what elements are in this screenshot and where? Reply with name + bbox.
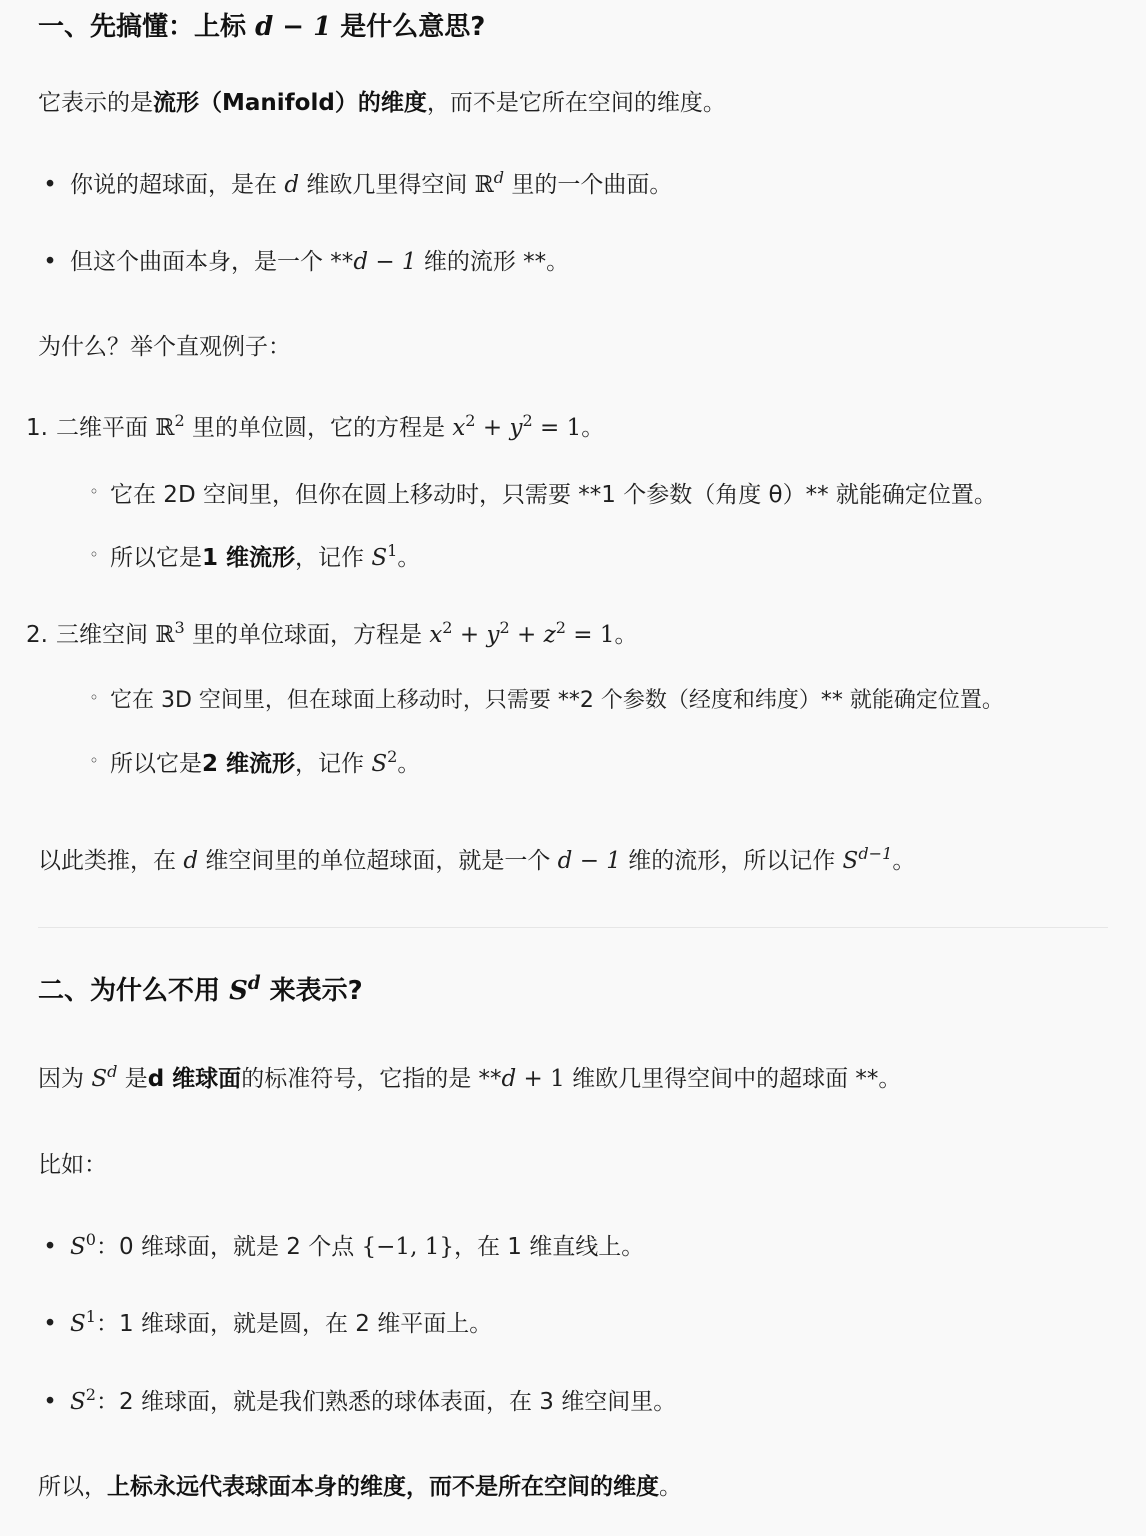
intro-paragraph: 它表示的是流形（Manifold）的维度，而不是它所在空间的维度。 xyxy=(38,90,726,116)
section-divider xyxy=(38,927,1108,928)
circle-bullet-icon: ◦ xyxy=(89,545,99,564)
bullet-icon: • xyxy=(43,1311,57,1337)
sub-list-item: ◦ 所以它是2 维流形，记作 $S^2$。 xyxy=(82,751,420,779)
list-item: • 但这个曲面本身，是一个 **d − 1 维的流形 **。 xyxy=(38,249,569,277)
list-item: • $S^2$：2 维球面，就是我们熟悉的球体表面，在 3 维空间里。 xyxy=(38,1389,676,1417)
sub-list-item: ◦ 它在 3D 空间里，但在球面上移动时，只需要 **2 个参数（经度和纬度）** 就能确定位置。 xyxy=(82,688,1004,714)
because-paragraph: 因为 $S^d$ 是d 维球面的标准符号，它指的是 **d + 1 维欧几里得空间中的超球面 **。 xyxy=(38,1062,902,1092)
sub-list-item: ◦ 所以它是1 维流形，记作 $S^1$。 xyxy=(82,545,420,573)
final-paragraph: 所以，上标永远代表球面本身的维度，而不是所在空间的维度。 xyxy=(38,1474,682,1500)
sub-list-item: ◦ 它在 2D 空间里，但你在圆上移动时，只需要 **1 个参数（角度 θ）** 就能确定位置。 xyxy=(82,482,997,510)
example-label: 比如： xyxy=(38,1152,107,1178)
bullet-icon: • xyxy=(43,1234,57,1260)
list-item: • 你说的超球面，是在 d 维欧几里得空间 ℝ$^d$ 里的一个曲面。 xyxy=(38,172,672,200)
intro-bold: 流形（Manifold）的维度 xyxy=(153,90,427,116)
bullet-icon: • xyxy=(43,172,57,198)
numbered-item-2: 2. 三维空间 ℝ$^3$ 里的单位球面，方程是 $x^2 + y^2 + z^2 = 1$。 xyxy=(26,618,638,648)
conclusion-paragraph: 以此类推，在 d 维空间里的单位超球面，就是一个 d − 1 维的流形，所以记作 $S^{d-1}$。 xyxy=(38,844,916,874)
bullet-icon: • xyxy=(43,249,57,275)
list-item: • $S^0$：0 维球面，就是 2 个点 {−1, 1}，在 1 维直线上。 xyxy=(38,1234,644,1262)
circle-bullet-icon: ◦ xyxy=(89,688,99,707)
why-paragraph: 为什么？举个直观例子： xyxy=(38,334,291,360)
section-2-heading: 二、为什么不用 $S^d$ 来表示? xyxy=(38,973,363,1006)
section-1-heading: 一、先搞懂：上标 d − 1 是什么意思? xyxy=(38,12,486,42)
numbered-item-1: 1. 二维平面 ℝ$^2$ 里的单位圆，它的方程是 $x^2 + y^2 = 1$。 xyxy=(26,411,605,441)
circle-bullet-icon: ◦ xyxy=(89,482,99,501)
list-item: • $S^1$：1 维球面，就是圆，在 2 维平面上。 xyxy=(38,1311,492,1339)
circle-bullet-icon: ◦ xyxy=(89,751,99,770)
bullet-icon: • xyxy=(43,1389,57,1415)
